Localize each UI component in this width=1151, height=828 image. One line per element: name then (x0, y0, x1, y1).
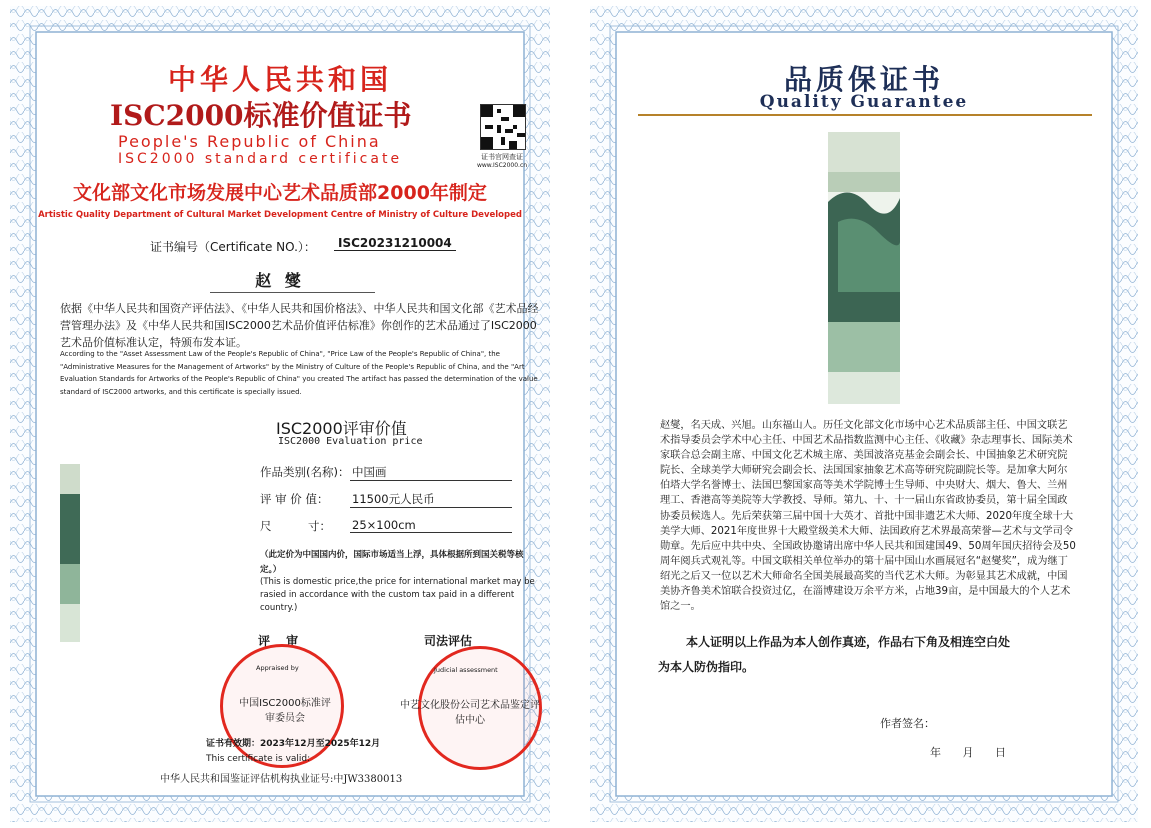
guarantee-title-en: Quality Guarantee (759, 92, 969, 112)
judicial-label: 司法评估 (424, 634, 473, 648)
guilloche-border (590, 6, 1138, 822)
signature-label: 作者签名： (880, 717, 935, 730)
field-label-size: 尺 寸： (260, 519, 332, 533)
declaration-line-1: 本人证明以上作品为本人创作真迹，作品右下角及相连空白处 (686, 635, 1011, 649)
field-value-category: 中国画 (350, 464, 512, 481)
validity-en: This certificate is valid: (206, 754, 311, 764)
title-rule (638, 114, 1092, 116)
date-label: 年 月 日 (930, 746, 1006, 759)
price-note-cn: （此定价为中国国内价，国际市场适当上浮，具体根据所到国关税等核定。） (260, 550, 524, 575)
field-value-size: 25×100cm (350, 518, 512, 533)
evaluation-title-cn: ISC2000评审价值 (276, 419, 407, 438)
judicial-assessment-label: Judicial assessment (434, 666, 498, 674)
cert-number: ISC20231210004 (334, 236, 456, 251)
basis-paragraph-en: According to the "Asset Assessment Law of the People's Republic of China", "Price Law of the People's Republic of China", the "Administrative Measures for the Management of Artworks" by the Ministry of Culture of the People's Republic of China, and the "Art Evaluation Standards for Artworks of the People's Republic of China" you created The artifact has passed the determination of the value standard of ISC2000 artworks, and this certificate is specially issued. (60, 350, 538, 396)
title-country-cn: 中华人民共和国 (167, 63, 392, 96)
appraised-by-label: Appraised by (256, 664, 299, 672)
guarantee-page (590, 6, 1138, 822)
title-certificate-cn: ISC2000标准价值证书 (110, 99, 412, 132)
evaluation-title-en: ISC2000 Evaluation price (278, 436, 423, 447)
artist-biography: 赵燮，名天成、兴旭。山东福山人。历任文化部文化市场中心艺术品质部主任、中国文联艺术指导委员会学术中心主任、中国艺术品指数监测中心主任、《收藏》杂志理事长、国际美术家联合总会副主席、中国文化艺术城主席、美国波洛克基金会副会长、中国抽象艺术研究院院长、全球美学大师研究会副会长、法国国家抽象艺术高等研究院副院长等。是加拿大阿尔伯塔大学名誉博士、法国巴黎国家高等美术学院博士生导师、中央财大、烟大、鲁大、兰州理工、香港高等美院等大学教授、导师。第九、十、十一届山东省政协委员，第十届全国政协委员候选人。先后荣获第三届中国十大英才、首批中国非遗艺术大师、2020年度全球十大美学大师、2021年度世界十大殿堂级美术大师、法国政府艺术界最高荣誉—艺术与文学司令勋章。先后应中共中央、全国政协邀请出席中华人民共和国建国49、50周年国庆招待会及50周年阅兵式观礼等。中国文联相关单位举办的第十届中国山水画展冠名“赵燮奖”，成为继丁绍光之后又一位以艺术大师命名全国美展最高奖的当代艺术大师。为彰显其艺术成就，中国美协齐鲁美术馆联合投资过亿，在淄博建设万余平方米，占地39亩，是中国最大的个人艺术馆之一。 (660, 420, 1076, 613)
artwork-image (828, 132, 900, 404)
review-label: 评 审 (258, 634, 305, 648)
department-cn: 文化部文化市场发展中心艺术品质部2000年制定 (73, 182, 487, 204)
declaration-line-2: 为本人防伪指印。 (658, 660, 755, 674)
guarantee-title-cn: 品质保证书 (783, 63, 944, 96)
license-number: 中华人民共和国鉴证评估机构执业证号:中JW3380013 (160, 774, 403, 785)
field-label-category: 作品类别(名称)： (260, 465, 350, 479)
title-certificate-en: ISC2000 standard certificate (118, 151, 403, 167)
field-label-price: 评 审 价 值： (260, 492, 329, 506)
validity-period: 证书有效期：2023年12月至2025年12月 (206, 739, 381, 749)
basis-paragraph-cn: 依据《中华人民共和国资产评估法》、《中华人民共和国价格法》、中华人民共和国文化部《艺术品经营管理办法》及《中华人民共和国ISC2000艺术品价值评估标准》你创作的艺术品通过了ISC2000艺术品价值标准认定，特颁布发本证。 (60, 302, 539, 349)
name-underline (210, 292, 375, 293)
certificate-page (10, 6, 550, 822)
holder-name: 赵 燮 (255, 271, 305, 290)
artwork-thumbnail (60, 464, 80, 642)
qr-code-icon[interactable] (480, 104, 526, 150)
cert-number-label: 证书编号（Certificate NO.）： (150, 240, 316, 254)
field-value-price: 11500元人民币 (350, 491, 512, 508)
title-country-en: People's Republic of China (118, 132, 381, 151)
department-en: Artistic Quality Department of Cultural Market Development Centre of Ministry of Culture Developed (38, 210, 522, 220)
review-organization: 中国ISC2000标准评审委员会 (239, 698, 331, 724)
qr-url: www.ISC2000.cn (476, 162, 528, 169)
qr-label: 证书官网查证 (481, 153, 523, 161)
judicial-organization: 中艺文化股份公司艺术品鉴定评估中心 (400, 700, 540, 726)
price-note-en: (This is domestic price,the price for international market may be rasied in accordance with the custom tax paid in a different country.) (260, 577, 535, 613)
